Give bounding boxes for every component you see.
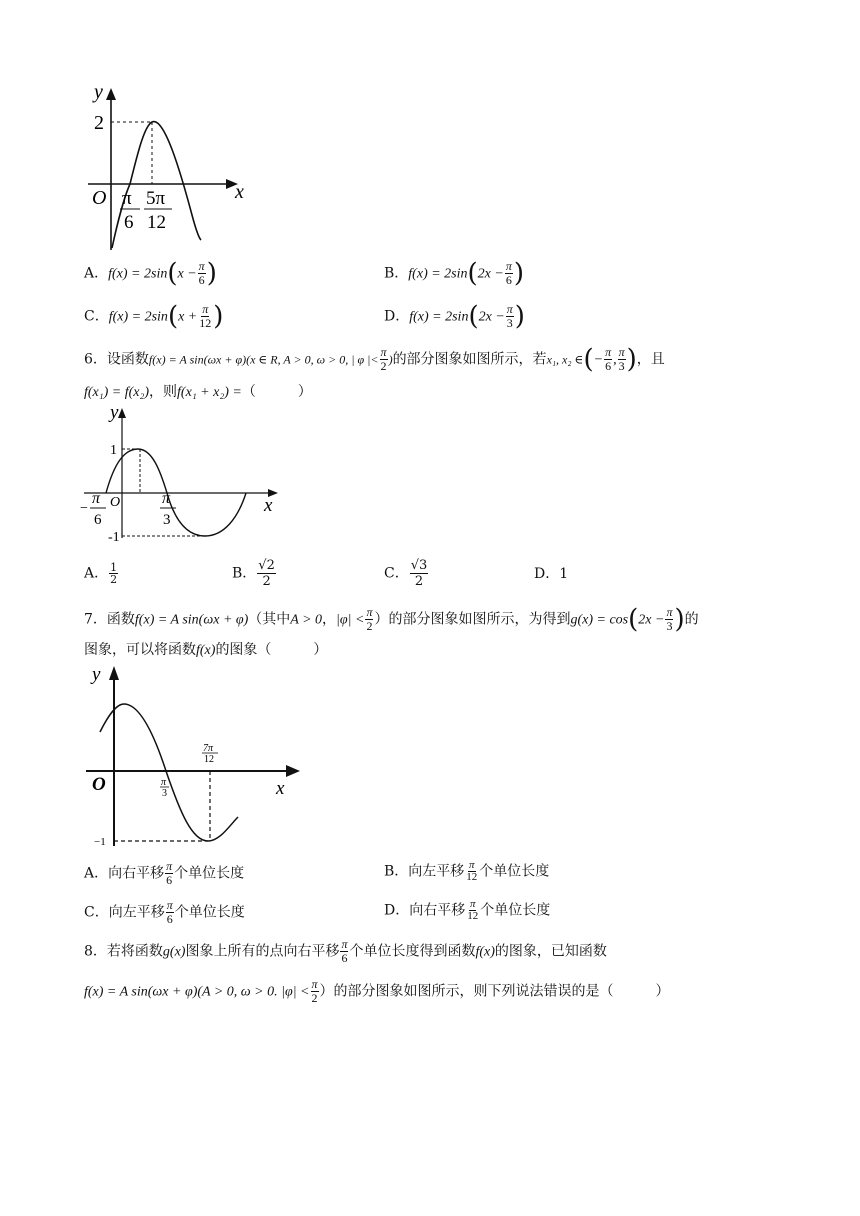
y-axis-label: y <box>92 664 101 685</box>
tick-y-2: 2 <box>94 112 104 134</box>
origin-label: O <box>92 187 107 209</box>
q5-option-a: A．f(x) = 2sin(x − $\frac{\pi}{6}$ ) <box>84 258 217 289</box>
q5-graph <box>80 80 260 255</box>
tick-right-num: π <box>162 490 171 507</box>
q7-option-c: C．向左平移 $\frac{\pi}{6}$ 个单位长度 <box>84 898 245 926</box>
q6-graph <box>78 402 288 554</box>
q6-option-b: B． $\frac{√2}{2}$ <box>232 558 275 589</box>
y-axis-arrow-icon <box>106 88 116 100</box>
q6-option-a: A． $\frac{1}{2}$ <box>84 561 118 586</box>
x-axis-arrow-icon <box>286 765 300 777</box>
q7-graph <box>80 660 310 850</box>
tick-b-num: 7π <box>203 743 214 754</box>
y-axis-label: y <box>110 402 119 423</box>
q6-option-c: C． $\frac{√3}{2}$ <box>384 558 428 589</box>
tick-x1-num: π <box>122 188 132 209</box>
y-axis-arrow-icon <box>109 666 119 680</box>
q8-stem-line1: 8．若将函数g(x)图象上所有的点向右平移 $\frac{\pi}{6}$ 个单位长度得到函数f(x)的图象，已知函数 <box>84 937 607 965</box>
q7-option-a: A．向右平移 $\frac{\pi}{6}$ 个单位长度 <box>84 859 245 887</box>
tick-x1-den: 6 <box>124 212 134 233</box>
origin-label: O <box>110 495 121 510</box>
tick-bottom: −1 <box>94 836 106 848</box>
q7-stem-line2: 图象，可以将函数f(x)的图象（ ） <box>84 642 328 658</box>
x-axis-label: x <box>276 778 285 799</box>
q5-option-c: C．f(x) = 2sin(x + $\frac{\pi}{12}$ ) <box>84 301 224 332</box>
q5-option-d: D．f(x) = 2sin(2x − $\frac{\pi}{3}$ ) <box>384 301 525 332</box>
tick-b-den: 12 <box>204 754 214 765</box>
tick-x2-den: 12 <box>147 212 166 233</box>
y-axis-label: y <box>94 81 103 103</box>
tick-top: 1 <box>110 443 117 458</box>
x-axis-label: x <box>235 181 244 203</box>
tick-right-den: 3 <box>163 512 171 528</box>
tick-a-num: π <box>161 777 167 788</box>
origin-label: O <box>92 774 106 795</box>
x-axis-label: x <box>264 495 273 516</box>
tick-a-den: 3 <box>162 788 167 799</box>
tick-left-num: π <box>92 490 101 507</box>
q5-option-b: B．f(x) = 2sin(2x − $\frac{\pi}{6}$ ) <box>384 258 525 289</box>
tick-x2-num: 5π <box>146 188 166 209</box>
tick-left-minus: − <box>80 501 88 516</box>
sine-curve <box>100 704 238 841</box>
q6-option-d: D．1 <box>534 566 569 582</box>
tick-left-den: 6 <box>94 512 102 528</box>
q6-stem-line2: f(x₁) = f(x₂)，则f(x₁ + x₂) =（ ） <box>84 384 312 400</box>
q7-option-d: D．向右平移 $\frac{\pi}{12}$ 个单位长度 <box>384 898 551 922</box>
tick-bottom: -1 <box>108 530 120 545</box>
q6-stem-line1: 6．设函数f(x) = A sin(ωx + φ)(x ∈ R, A > 0, ω > 0, | φ |< $\frac{\pi}{2}$ )的部分图象如图所示，若x₁, x₂ ∈(− $\frac{\pi}{6}$ , $\frac{\pi}{3}$ )，且 <box>84 344 665 375</box>
q7-stem-line1: 7．函数f(x) = A sin(ωx + φ)（其中A > 0，|φ| < $\frac{\pi}{2}$ ）的部分图象如图所示，为得到g(x) = cos(2x − $\frac{\pi}{3}$ )的 <box>84 604 699 635</box>
q8-stem-line2: f(x) = A sin(ωx + φ)(A > 0, ω > 0. |φ| < $\frac{\pi}{2}$ ）的部分图象如图所示，则下列说法错误的是（ ） <box>84 977 670 1005</box>
q7-option-b: B．向左平移 $\frac{\pi}{12}$ 个单位长度 <box>384 859 550 883</box>
y-axis-arrow-icon <box>118 408 126 418</box>
